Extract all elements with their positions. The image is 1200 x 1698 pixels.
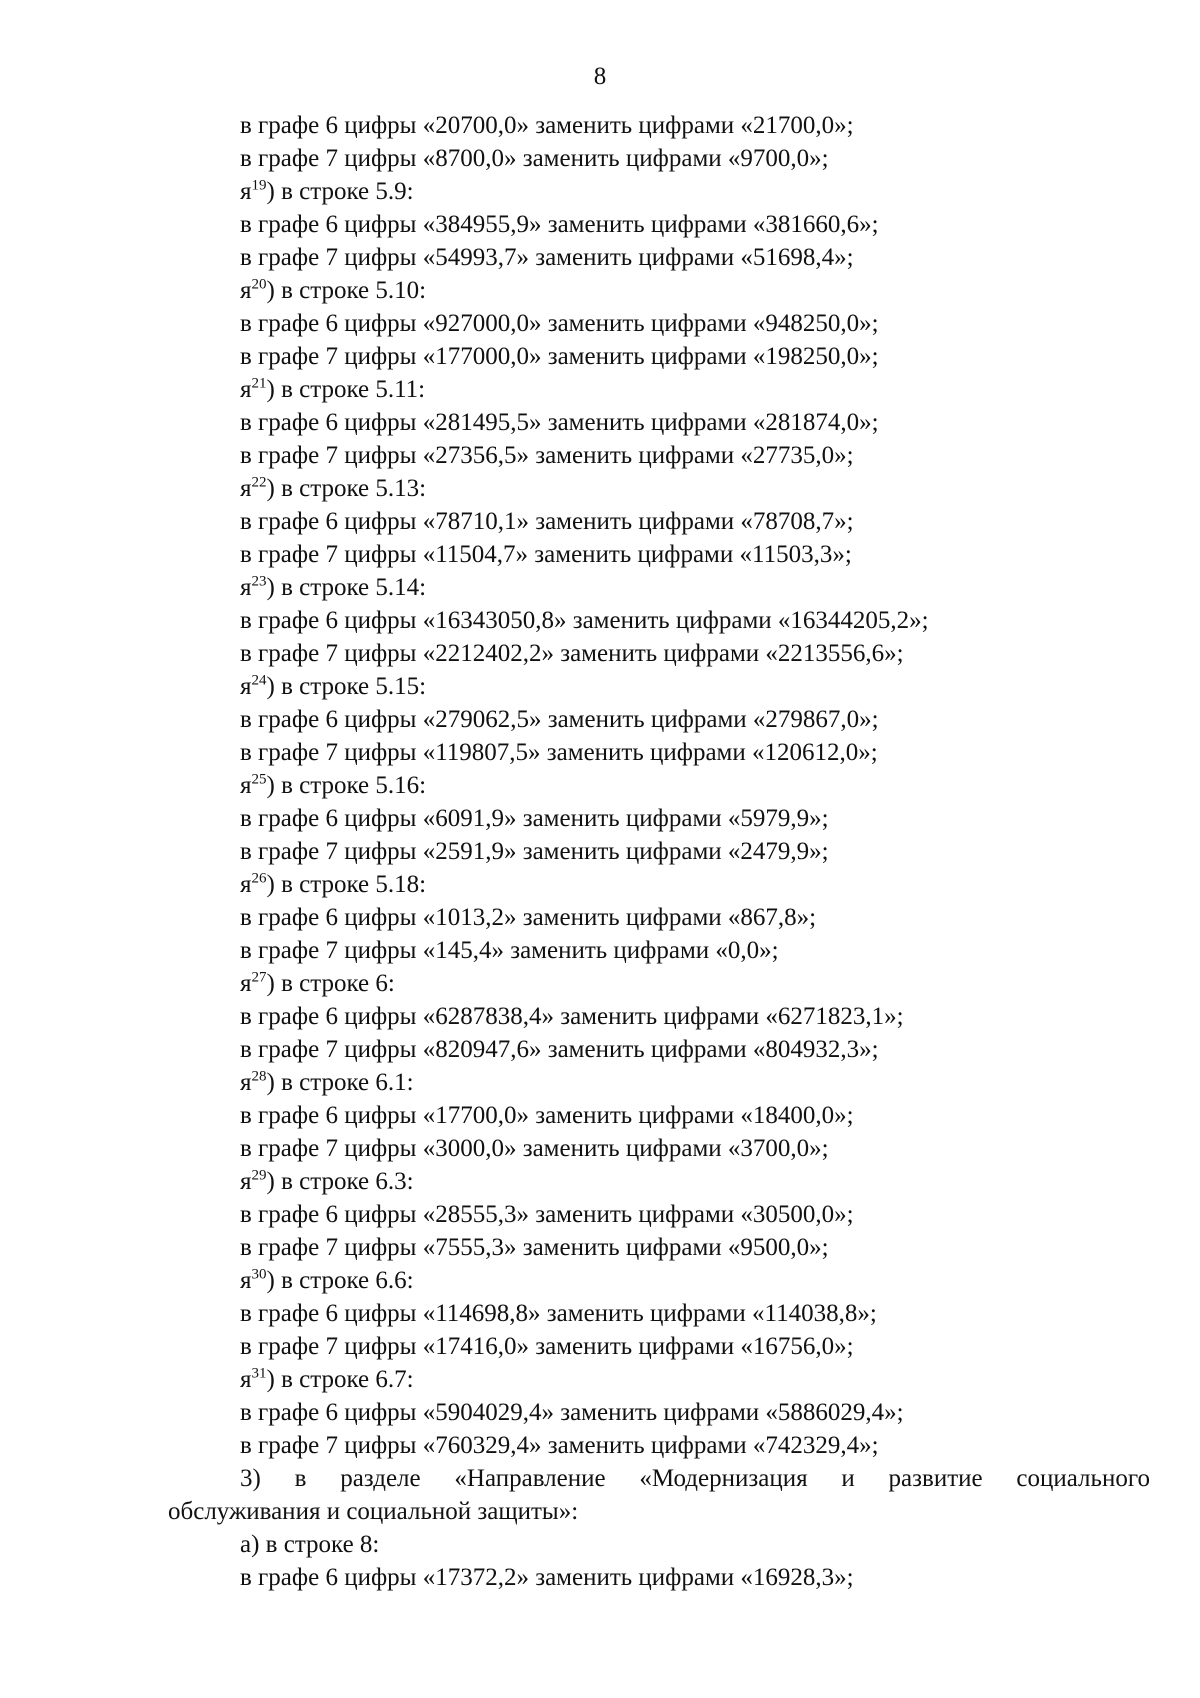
word: и bbox=[841, 1465, 855, 1492]
item-superscript-number: 25 bbox=[251, 771, 267, 788]
item-superscript-number: 31 bbox=[251, 1365, 267, 1382]
item-superscript-number: 27 bbox=[251, 969, 267, 986]
text-line: в графе 6 цифры «927000,0» заменить цифрами «948250,0»; bbox=[240, 310, 879, 337]
list-item-heading bbox=[0, 176, 1200, 209]
text-line: в графе 7 цифры «145,4» заменить цифрами «0,0»; bbox=[240, 937, 779, 964]
item-row-reference: ) в строке 6.3: bbox=[266, 1168, 414, 1195]
text-line: в графе 7 цифры «11504,7» заменить цифрами «11503,3»; bbox=[240, 541, 852, 568]
item-letter: я bbox=[240, 277, 252, 304]
text-line: в графе 6 цифры «6091,9» заменить цифрами «5979,9»; bbox=[240, 805, 829, 832]
text-line: в графе 7 цифры «54993,7» заменить цифрами «51698,4»; bbox=[240, 244, 854, 271]
text-line: в графе 6 цифры «281495,5» заменить цифрами «281874,0»; bbox=[240, 409, 879, 436]
list-item-heading bbox=[0, 671, 1200, 704]
word: в bbox=[294, 1465, 307, 1492]
text-line: в графе 6 цифры «17372,2» заменить цифрами «16928,3»; bbox=[240, 1564, 854, 1591]
item-letter: я bbox=[240, 1267, 252, 1294]
item-letter: я bbox=[240, 376, 252, 403]
text-line: в графе 7 цифры «760329,4» заменить цифрами «742329,4»; bbox=[240, 1432, 879, 1459]
item-superscript-number: 22 bbox=[251, 474, 267, 491]
word: «Направление bbox=[454, 1465, 606, 1492]
list-item-heading bbox=[0, 374, 1200, 407]
item-superscript-number: 26 bbox=[251, 870, 267, 887]
text-line: а) в строке 8: bbox=[240, 1531, 380, 1558]
list-item-heading bbox=[0, 1364, 1200, 1397]
item-row-reference: ) в строке 5.10: bbox=[266, 277, 427, 304]
item-letter: я bbox=[240, 1069, 252, 1096]
list-item-heading bbox=[0, 275, 1200, 308]
item-row-reference: ) в строке 5.13: bbox=[266, 475, 427, 502]
word: «Модернизация bbox=[639, 1465, 808, 1492]
item-row-reference: ) в строке 6: bbox=[266, 970, 395, 997]
item-row-reference: ) в строке 5.16: bbox=[266, 772, 427, 799]
text-line: в графе 6 цифры «5904029,4» заменить цифрами «5886029,4»; bbox=[240, 1399, 904, 1426]
item-row-reference: ) в строке 6.6: bbox=[266, 1267, 414, 1294]
text-line: в графе 6 цифры «20700,0» заменить цифрами «21700,0»; bbox=[240, 112, 854, 139]
list-item-heading bbox=[0, 1067, 1200, 1100]
text-line: в графе 7 цифры «27356,5» заменить цифрами «27735,0»; bbox=[240, 442, 854, 469]
word: развитие bbox=[888, 1465, 983, 1492]
item-superscript-number: 24 bbox=[251, 672, 267, 689]
list-item-heading bbox=[0, 572, 1200, 605]
item-row-reference: ) в строке 5.14: bbox=[266, 574, 427, 601]
text-line: в графе 6 цифры «78710,1» заменить цифрами «78708,7»; bbox=[240, 508, 854, 535]
section-heading-line bbox=[0, 1463, 1200, 1496]
item-superscript-number: 30 bbox=[251, 1266, 267, 1283]
word: социального bbox=[1016, 1465, 1150, 1492]
item-letter: я bbox=[240, 475, 252, 502]
list-item-heading bbox=[0, 770, 1200, 803]
section-heading-continuation: обслуживания и социальной защиты»: bbox=[168, 1498, 579, 1525]
text-line: в графе 6 цифры «17700,0» заменить цифрами «18400,0»; bbox=[240, 1102, 854, 1129]
text-line: в графе 7 цифры «2212402,2» заменить цифрами «2213556,6»; bbox=[240, 640, 904, 667]
item-letter: я bbox=[240, 772, 252, 799]
word: разделе bbox=[340, 1465, 421, 1492]
item-superscript-number: 20 bbox=[251, 276, 267, 293]
document-body bbox=[0, 110, 1200, 1595]
text-line: в графе 6 цифры «6287838,4» заменить цифрами «6271823,1»; bbox=[240, 1003, 904, 1030]
text-line: в графе 7 цифры «820947,6» заменить цифрами «804932,3»; bbox=[240, 1036, 879, 1063]
item-row-reference: ) в строке 5.15: bbox=[266, 673, 427, 700]
text-line: в графе 7 цифры «2591,9» заменить цифрами «2479,9»; bbox=[240, 838, 829, 865]
item-letter: я bbox=[240, 673, 252, 700]
item-superscript-number: 21 bbox=[251, 375, 267, 392]
text-line: в графе 7 цифры «8700,0» заменить цифрами «9700,0»; bbox=[240, 145, 829, 172]
list-item-heading bbox=[0, 968, 1200, 1001]
item-letter: я bbox=[240, 1168, 252, 1195]
item-letter: я bbox=[240, 178, 252, 205]
item-row-reference: ) в строке 6.7: bbox=[266, 1366, 414, 1393]
item-letter: я bbox=[240, 970, 252, 997]
list-item-heading bbox=[0, 869, 1200, 902]
item-row-reference: ) в строке 5.11: bbox=[266, 376, 426, 403]
item-row-reference: ) в строке 5.18: bbox=[266, 871, 427, 898]
text-line: в графе 6 цифры «279062,5» заменить цифрами «279867,0»; bbox=[240, 706, 879, 733]
text-line: в графе 7 цифры «7555,3» заменить цифрами «9500,0»; bbox=[240, 1234, 829, 1261]
item-superscript-number: 19 bbox=[251, 177, 267, 194]
page-number: 8 bbox=[593, 63, 607, 90]
item-letter: я bbox=[240, 871, 252, 898]
item-superscript-number: 29 bbox=[251, 1167, 267, 1184]
item-letter: я bbox=[240, 1366, 252, 1393]
item-row-reference: ) в строке 6.1: bbox=[266, 1069, 414, 1096]
text-line: в графе 6 цифры «384955,9» заменить цифрами «381660,6»; bbox=[240, 211, 879, 238]
text-line: в графе 7 цифры «119807,5» заменить цифрами «120612,0»; bbox=[240, 739, 878, 766]
item-letter: я bbox=[240, 574, 252, 601]
text-line: в графе 7 цифры «177000,0» заменить цифрами «198250,0»; bbox=[240, 343, 879, 370]
text-line: в графе 7 цифры «17416,0» заменить цифрами «16756,0»; bbox=[240, 1333, 854, 1360]
text-line: в графе 6 цифры «1013,2» заменить цифрами «867,8»; bbox=[240, 904, 817, 931]
text-line: в графе 7 цифры «3000,0» заменить цифрами «3700,0»; bbox=[240, 1135, 829, 1162]
item-superscript-number: 23 bbox=[251, 573, 267, 590]
item-superscript-number: 28 bbox=[251, 1068, 267, 1085]
text-line: в графе 6 цифры «28555,3» заменить цифрами «30500,0»; bbox=[240, 1201, 854, 1228]
item-row-reference: ) в строке 5.9: bbox=[266, 178, 414, 205]
text-line: в графе 6 цифры «16343050,8» заменить цифрами «16344205,2»; bbox=[240, 607, 929, 634]
list-item-heading bbox=[0, 1166, 1200, 1199]
list-item-heading bbox=[0, 473, 1200, 506]
list-item-heading bbox=[0, 1265, 1200, 1298]
word: 3) bbox=[240, 1465, 261, 1492]
text-line: в графе 6 цифры «114698,8» заменить цифрами «114038,8»; bbox=[240, 1300, 877, 1327]
